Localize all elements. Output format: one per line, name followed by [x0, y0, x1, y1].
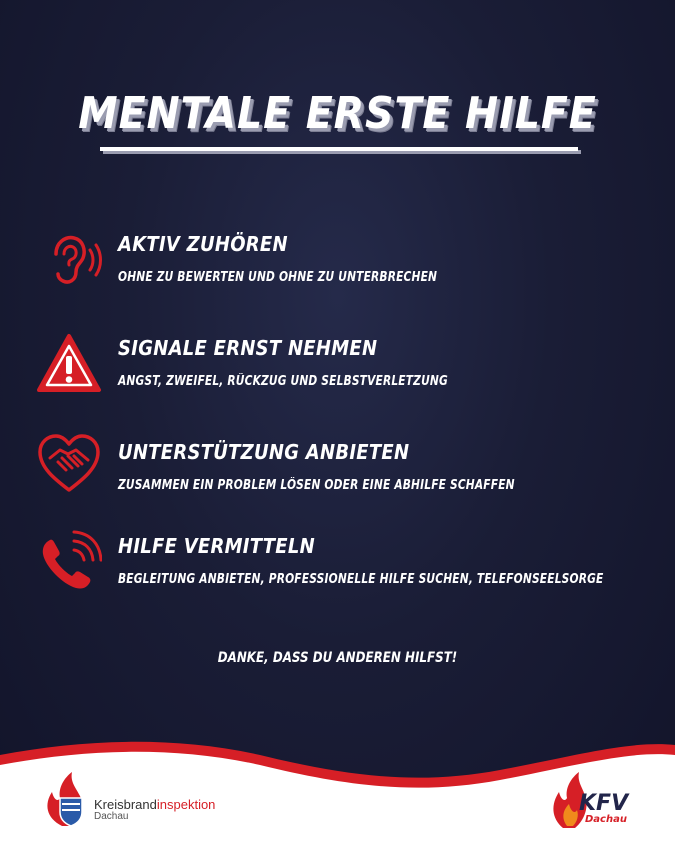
- tip-description: OHNE ZU BEWERTEN UND OHNE ZU UNTERBRECHEN: [118, 270, 438, 285]
- tip-heading: AKTIV ZUHÖREN: [118, 232, 288, 256]
- kbi-name: [94, 797, 215, 812]
- thank-you-message: DANKE, DASS DU ANDEREN HILFST!: [217, 650, 458, 666]
- tip-description: BEGLEITUNG ANBIETEN, PROFESSIONELLE HILFE SUCHEN, TELEFONSEELSORGE: [118, 572, 604, 587]
- kfv-flame-logo: [545, 770, 645, 830]
- ear-icon: [36, 228, 102, 294]
- tip-heading: HILFE VERMITTELN: [118, 534, 315, 558]
- kfv-subtitle: Dachau: [585, 814, 627, 825]
- phone-ringing-icon: [36, 530, 102, 596]
- kfv-name: KFV: [579, 791, 629, 816]
- kbi-name-part2: inspektion: [156, 797, 216, 812]
- title-underline: [100, 147, 578, 151]
- tip-heading: SIGNALE ERNST NEHMEN: [118, 336, 378, 360]
- tip-heading: UNTERSTÜTZUNG ANBIETEN: [118, 440, 410, 464]
- heart-handshake-icon: [36, 432, 102, 498]
- tip-description: ANGST, ZWEIFEL, RÜCKZUG UND SELBSTVERLETZUNG: [118, 374, 448, 389]
- tip-description: ZUSAMMEN EIN PROBLEM LÖSEN ODER EINE ABHILFE SCHAFFEN: [118, 478, 515, 493]
- warning-icon: [36, 332, 102, 398]
- kbi-subtitle: Dachau: [94, 811, 129, 822]
- kbi-name-part1: Kreisbrand: [94, 797, 157, 812]
- page-title: MENTALE ERSTE HILFE: [78, 88, 597, 139]
